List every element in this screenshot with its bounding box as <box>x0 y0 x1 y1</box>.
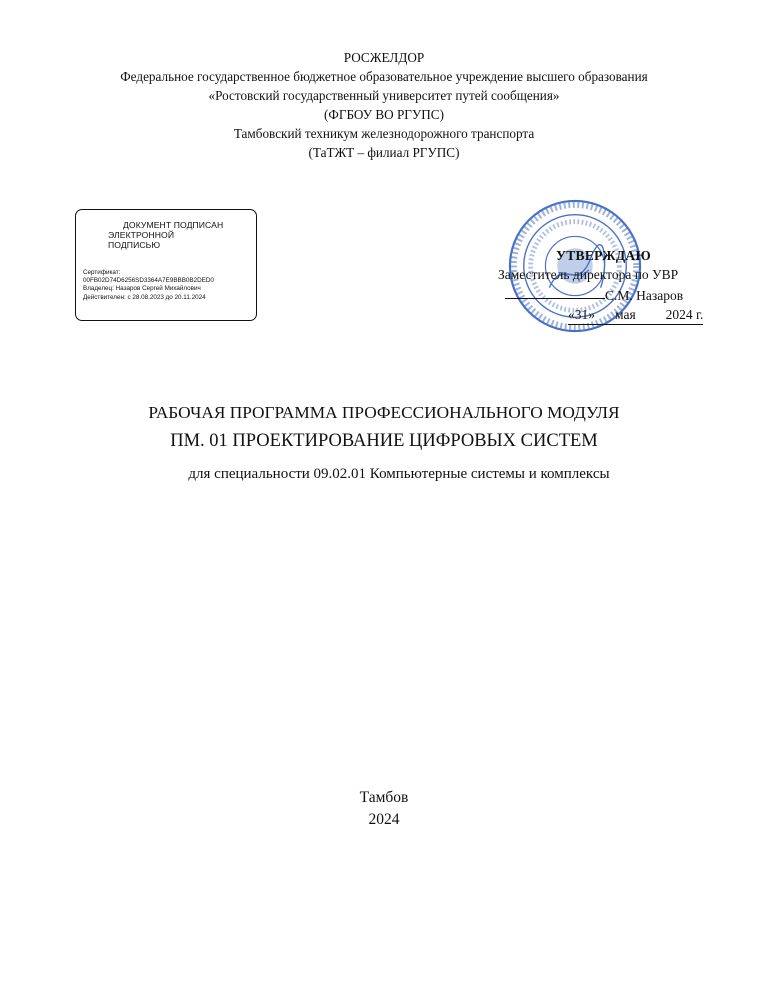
signature-title-line: ПОДПИСЬЮ <box>108 240 161 250</box>
signature-metadata <box>83 269 214 302</box>
city-name: Тамбов <box>359 789 409 806</box>
program-title: РАБОЧАЯ ПРОГРАММА ПРОФЕССИОНАЛЬНОГО МОДУЛЯ <box>148 403 620 422</box>
approval-title: УТВЕРЖДАЮ <box>556 248 651 263</box>
certificate-owner: Владелец: Назаров Сергей Михайлович <box>83 285 201 293</box>
approver-position: Заместитель директора по УВР <box>498 267 679 282</box>
approval-date <box>498 305 723 325</box>
certificate-number: 00FB02D74D6256SD3364A7E9BBB0B2DED0 <box>83 277 214 285</box>
module-title: ПМ. 01 ПРОЕКТИРОВАНИЕ ЦИФРОВЫХ СИСТЕМ <box>170 431 598 451</box>
document-footer <box>0 787 768 831</box>
signature-title-line: ДОКУМЕНТ ПОДПИСАН <box>123 220 224 230</box>
header-line-ministry: РОСЖЕЛДОР <box>343 50 425 65</box>
approver-name: С.М. Назаров <box>605 288 684 303</box>
approver-signature-row <box>498 284 723 305</box>
approval-day: «31» <box>568 305 595 325</box>
approval-year: 2024 г. <box>652 305 704 325</box>
header-line-branch-abbreviation: (ТаТЖТ – филиал РГУПС) <box>308 145 460 160</box>
header-line-abbreviation: (ФГБОУ ВО РГУПС) <box>324 107 444 122</box>
document-header <box>0 48 768 162</box>
signature-title-line: ЭЛЕКТРОННОЙ <box>108 230 175 240</box>
approval-month: мая <box>595 305 652 325</box>
certificate-validity: Действителен: с 28.08.2023 до 20.11.2024 <box>83 293 206 301</box>
signature-title <box>108 220 223 250</box>
specialty-line: для специальности 09.02.01 Компьютерные системы и комплексы <box>188 466 610 482</box>
signature-line <box>505 284 605 299</box>
electronic-signature-box <box>75 209 257 321</box>
header-line-university: «Ростовский государственный университет путей сообщения» <box>208 88 560 103</box>
header-line-institution-type: Федеральное государственное бюджетное образовательное учреждение высшего образования <box>120 69 648 84</box>
certificate-label: Сертификат: <box>83 269 121 276</box>
approval-block <box>498 246 723 325</box>
document-year: 2024 <box>368 811 400 828</box>
header-line-branch: Тамбовский техникум железнодорожного транспорта <box>233 126 535 141</box>
